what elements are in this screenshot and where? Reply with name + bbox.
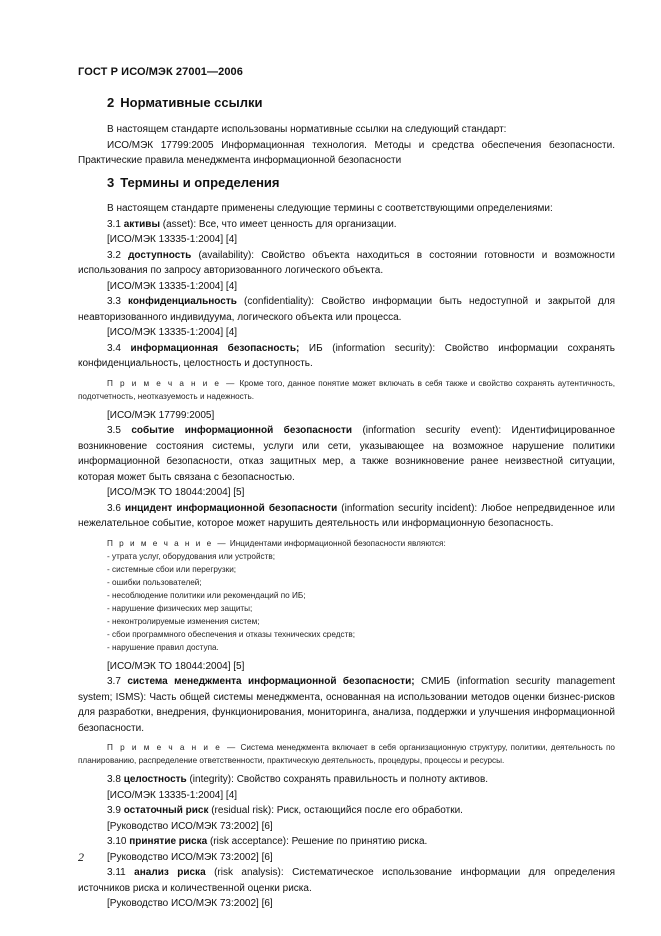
section-title: Нормативные ссылки bbox=[120, 95, 263, 110]
term-3-5: 3.5 событие информационной безопасности (information security event): Идентифицированное возникновение состояния системы, услуги или сети, указывающее на возможное нарушение политики информационной безопасности, отказ защитных мер, а также возникновение ранее неизвестной ситуации, которая может быть связана с безопасностью. bbox=[78, 425, 616, 483]
list-item: - ошибки пользователей; bbox=[107, 576, 615, 589]
term-name: информационная безопасность; bbox=[130, 342, 300, 354]
note: П р и м е ч а н и е — Инцидентами информационной безопасности являются: - утрата услуг, оборудования или устройств; - системные сбои или перегрузки; - ошибки пользователей; - несоблюдение политики или рекомендаций по ИБ; - нарушение физических мер защиты; - неконтролируемые изменения систем; - сбои программного обеспечения и отказы технических средств; - нарушение правил доступа. bbox=[78, 537, 615, 654]
paragraph: В настоящем стандарте применены следующие термины с соответствующими определениями: bbox=[107, 203, 553, 214]
section-2-body bbox=[78, 122, 615, 169]
term-source: [ИСО/МЭК ТО 18044:2004] [5] bbox=[107, 487, 245, 498]
term-name: конфиденциальность bbox=[128, 296, 237, 307]
list-item: - неконтролируемые изменения систем; bbox=[107, 615, 615, 628]
term-name: инцидент информационной безопасности bbox=[124, 502, 338, 514]
section-3-heading bbox=[107, 175, 280, 190]
list-item: - системные сбои или перегрузки; bbox=[107, 563, 615, 576]
term-source: [ИСО/МЭК ТО 18044:2004] [5] bbox=[107, 660, 245, 672]
note: П р и м е ч а н и е — Система менеджмента включает в себя организационную структуру, политики, деятельность по планированию, распределение ответственности, практическую деятельность, процедуры, процессы и ресурсы. bbox=[78, 743, 615, 765]
note: П р и м е ч а н и е — Кроме того, данное понятие может включать в себя также и свойство сохранять аутентичность, подотчетность, неотказуемость и надежность. bbox=[78, 378, 615, 401]
term-name: целостность bbox=[123, 774, 187, 785]
term-3-4: 3.4 информационная безопасность; ИБ (information security): Свойство информации сохранять конфиденциальность, целостность и доступность. bbox=[78, 342, 615, 369]
term-name: доступность bbox=[128, 249, 192, 261]
list-item: - нарушение физических мер защиты; bbox=[107, 602, 615, 615]
term-3-9: 3.9 остаточный риск (residual risk): Риск, остающийся после его обработки. bbox=[107, 805, 463, 816]
term-name: принятие риска bbox=[129, 836, 208, 847]
term-source: [Руководство ИСО/МЭК 73:2002] [6] bbox=[107, 820, 273, 832]
term-3-8: 3.8 целостность (integrity): Свойство сохранять правильность и полноту активов. bbox=[107, 774, 489, 785]
term-source: [Руководство ИСО/МЭК 73:2002] [6] bbox=[107, 898, 273, 909]
term-source: [Руководство ИСО/МЭК 73:2002] [6] bbox=[107, 851, 273, 863]
term-3-3: 3.3 конфиденциальность (confidentiality): Свойство информации быть недоступной и закрытой для неавторизованного индивидуума, логического объекта или процесса. bbox=[78, 296, 616, 323]
list-item: - утрата услуг, оборудования или устройств; bbox=[107, 550, 615, 563]
term-3-1: 3.1 активы (asset): Все, что имеет ценность для организации. bbox=[107, 218, 397, 230]
page-header: ГОСТ Р ИСО/МЭК 27001—2006 bbox=[78, 66, 243, 78]
list-item: - нарушение правил доступа. bbox=[107, 641, 615, 654]
section-3-body bbox=[78, 201, 615, 912]
term-3-11: 3.11 анализ риска (risk analysis): Систематическое использование информации для определения источников риска и количественной оценки риска. bbox=[78, 867, 616, 894]
term-3-10: 3.10 принятие риска (risk acceptance): Решение по принятию риска. bbox=[107, 836, 428, 847]
term-3-2: 3.2 доступность (availability): Свойство объекта находиться в состоянии готовности и возможности использования по запросу авторизованного логического объекта. bbox=[78, 249, 615, 276]
reference: ИСО/МЭК 17799:2005 Информационная технология. Методы и средства обеспечения безопасности. Практические правила менеджмента информационной безопасности bbox=[78, 139, 615, 166]
term-3-6: 3.6 инцидент информационной безопасности (information security incident): Любое непредвиденное или нежелательное событие, которое может нарушить деятельность или информационную безопасность. bbox=[78, 502, 615, 529]
term-source: [ИСО/МЭК 13335-1:2004] [4] bbox=[107, 327, 238, 338]
section-title: Термины и определения bbox=[120, 175, 280, 190]
term-name: активы bbox=[123, 218, 160, 230]
page-number: 2 bbox=[78, 850, 84, 864]
term-name: система менеджмента информационной безопасности; bbox=[127, 676, 415, 687]
term-3-7: 3.7 система менеджмента информационной безопасности; СМИБ (information security management system; ISMS): Часть общей системы менеджмента, основанная на использовании методов оценки бизнес-рисков для разработки, внедрения, функционирования, мониторинга, анализа, поддержки и улучшения информационной безопасности. bbox=[78, 676, 615, 734]
section-2-heading bbox=[107, 95, 262, 110]
section-number: 3 bbox=[107, 175, 115, 190]
incident-list bbox=[78, 550, 615, 654]
term-source: [ИСО/МЭК 13335-1:2004] [4] bbox=[107, 789, 238, 801]
term-source: [ИСО/МЭК 17799:2005] bbox=[107, 409, 215, 421]
list-item: - несоблюдение политики или рекомендаций по ИБ; bbox=[107, 589, 615, 602]
paragraph: В настоящем стандарте использованы нормативные ссылки на следующий стандарт: bbox=[107, 124, 507, 135]
term-name: событие информационной безопасности bbox=[131, 425, 353, 436]
term-name: остаточный риск bbox=[123, 805, 209, 816]
term-name: анализ риска bbox=[134, 867, 206, 878]
list-item: - сбои программного обеспечения и отказы технических средств; bbox=[107, 628, 615, 641]
section-number: 2 bbox=[107, 95, 115, 110]
term-source: [ИСО/МЭК 13335-1:2004] [4] bbox=[107, 234, 238, 245]
term-source: [ИСО/МЭК 13335-1:2004] [4] bbox=[107, 280, 238, 292]
